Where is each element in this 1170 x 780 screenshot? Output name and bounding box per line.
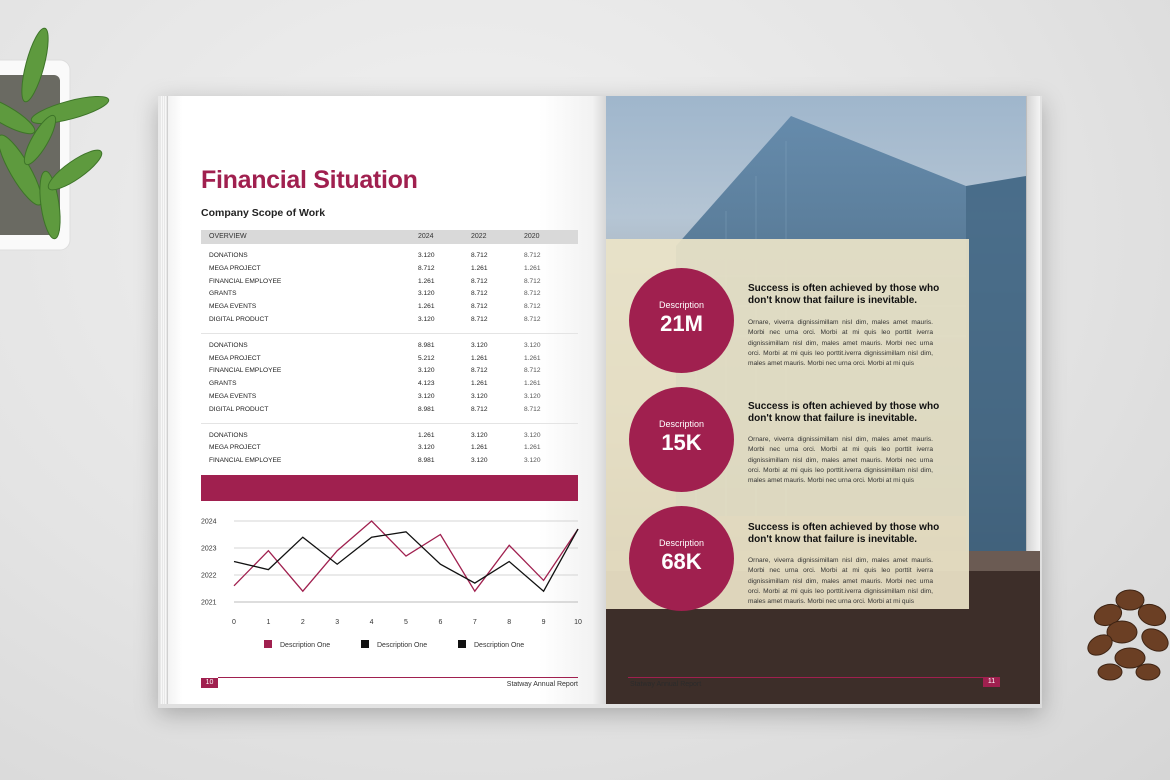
x-tick-label: 8 xyxy=(507,619,512,626)
row-label: GRANTS xyxy=(209,380,237,388)
cell-2022: 3.120 xyxy=(471,431,488,439)
table-row xyxy=(201,276,578,289)
cell-2020: 1.261 xyxy=(524,380,541,388)
cell-2024: 1.261 xyxy=(418,277,435,285)
legend-label: Description One xyxy=(280,642,331,649)
row-label: DONATIONS xyxy=(209,341,248,349)
row-label: GRANTS xyxy=(209,290,237,298)
cell-2022: 8.712 xyxy=(471,315,488,323)
cell-2020: 8.712 xyxy=(524,290,541,298)
cell-2024: 3.120 xyxy=(418,252,435,259)
stat-label: Description xyxy=(658,538,705,548)
cell-2020: 3.120 xyxy=(524,341,541,349)
cell-2020: 1.261 xyxy=(524,444,541,452)
table-header-overview: OVERVIEW xyxy=(209,233,247,240)
series-line xyxy=(234,529,578,591)
cell-2024: 3.120 xyxy=(418,444,435,452)
cell-2024: 8.712 xyxy=(418,264,435,272)
row-label: MEGA EVENTS xyxy=(209,303,257,311)
cell-2024: 3.120 xyxy=(418,290,435,298)
row-label: MEGA PROJECT xyxy=(209,354,261,362)
cell-2024: 3.120 xyxy=(418,392,435,400)
cell-2024: 1.261 xyxy=(418,431,435,439)
stat-value: 15K xyxy=(661,430,702,455)
table-header-2022: 2022 xyxy=(471,233,487,240)
right-footer-label: Statway Annual Report xyxy=(630,681,702,688)
table-header-2024: 2024 xyxy=(418,233,434,240)
stat-label: Description xyxy=(658,300,705,310)
x-tick-label: 10 xyxy=(574,619,582,626)
y-tick-label: 2023 xyxy=(201,545,217,553)
row-label: DIGITAL PRODUCT xyxy=(209,405,269,413)
row-label: FINANCIAL EMPLOYEE xyxy=(209,277,282,285)
stat-circle xyxy=(629,506,734,611)
stat-label: Description xyxy=(658,419,705,429)
x-axis-ticks xyxy=(232,619,582,626)
table-row xyxy=(201,340,578,353)
cell-2020: 8.712 xyxy=(524,405,541,413)
cell-2024: 8.981 xyxy=(418,457,435,465)
pinecone-icon xyxy=(1070,560,1170,690)
row-label: MEGA EVENTS xyxy=(209,392,257,400)
y-tick-label: 2022 xyxy=(201,572,217,580)
cell-2022: 3.120 xyxy=(471,341,488,349)
left-page-number: 10 xyxy=(201,678,218,688)
cell-2020: 8.712 xyxy=(524,367,541,375)
cell-2022: 8.712 xyxy=(471,290,488,298)
y-tick-label: 2024 xyxy=(201,518,217,526)
cell-2020: 8.712 xyxy=(524,315,541,323)
chart-series xyxy=(234,521,578,591)
chart-grid xyxy=(234,521,578,602)
cell-2024: 8.981 xyxy=(418,405,435,413)
stat-value: 68K xyxy=(661,549,702,574)
table-body xyxy=(201,250,578,468)
cell-2022: 1.261 xyxy=(471,354,488,362)
stat-value: 21M xyxy=(660,311,703,336)
cell-2020: 8.712 xyxy=(524,277,541,285)
footer-rule xyxy=(628,677,983,678)
cell-2024: 8.981 xyxy=(418,341,435,349)
table-row xyxy=(201,301,578,314)
x-tick-label: 6 xyxy=(438,619,443,626)
cell-2020: 1.261 xyxy=(524,264,541,272)
line-chart xyxy=(196,512,586,657)
accent-band xyxy=(201,475,578,501)
stat-heading: Success is often achieved by those who don't know that failure is inevitable. xyxy=(748,401,940,424)
potted-succulent-icon xyxy=(0,20,130,260)
table-divider xyxy=(201,327,578,334)
legend-swatch xyxy=(361,640,369,648)
cell-2020: 3.120 xyxy=(524,431,541,439)
cell-2020: 3.120 xyxy=(524,392,541,400)
table-row xyxy=(201,365,578,378)
cell-2022: 8.712 xyxy=(471,367,488,375)
stat-body: Ornare, viverra dignissimillam nisl dim, males amet mauris. Morbi nec urna orci. Morbi at mi quis leo porttit iverra dignissimillam nisl dim, males amet mauris. Morbi nec urna orci. Morbi at mi quis leo porttit.iverra dignissimillam nisl dim, males amet mauris. Morbi nec urna orci. Morbi at mi quis xyxy=(748,319,933,368)
cell-2022: 1.261 xyxy=(471,264,488,272)
row-label: DIGITAL PRODUCT xyxy=(209,315,269,323)
cell-2020: 8.712 xyxy=(524,252,541,259)
cell-2022: 8.712 xyxy=(471,405,488,413)
table-row xyxy=(201,353,578,366)
x-tick-label: 3 xyxy=(335,619,340,626)
cell-2022: 8.712 xyxy=(471,252,488,259)
stat-body: Ornare, viverra dignissimillam nisl dim, males amet mauris. Morbi nec urna orci. Morbi at mi quis leo porttit iverra dignissimillam nisl dim, males amet mauris. Morbi nec urna orci. Morbi at mi quis leo porttit.iverra dignissimillam nisl dim, males amet mauris. Morbi nec urna orci. Morbi at mi quis xyxy=(748,436,933,485)
table-row xyxy=(201,288,578,301)
table-row xyxy=(201,404,578,417)
y-tick-label: 2021 xyxy=(201,599,217,607)
legend-swatch xyxy=(264,640,272,648)
x-tick-label: 7 xyxy=(472,619,477,626)
cell-2024: 3.120 xyxy=(418,315,435,323)
legend-swatch xyxy=(458,640,466,648)
cell-2022: 1.261 xyxy=(471,444,488,452)
stat-body: Ornare, viverra dignissimillam nisl dim, males amet mauris. Morbi nec urna orci. Morbi at mi quis leo porttit iverra dignissimillam nisl dim, males amet mauris. Morbi nec urna orci. Morbi at mi quis leo porttit.iverra dignissimillam nisl dim, males amet mauris. Morbi nec urna orci. Morbi at mi quis xyxy=(748,557,933,606)
y-axis-ticks xyxy=(201,519,217,607)
legend-label: Description One xyxy=(474,642,525,649)
table-row xyxy=(201,455,578,468)
cell-2022: 3.120 xyxy=(471,392,488,400)
cell-2024: 3.120 xyxy=(418,367,435,375)
x-tick-label: 4 xyxy=(369,619,374,626)
cell-2020: 3.120 xyxy=(524,457,541,465)
row-label: DONATIONS xyxy=(209,252,248,259)
table-divider xyxy=(201,417,578,424)
table-row xyxy=(201,250,578,263)
left-footer-label: Statway Annual Report xyxy=(506,681,578,688)
legend-label: Description One xyxy=(377,642,428,649)
row-label: FINANCIAL EMPLOYEE xyxy=(209,457,282,465)
cell-2024: 4.123 xyxy=(418,380,435,388)
page-subtitle: Company Scope of Work xyxy=(201,207,326,219)
page-title: Financial Situation xyxy=(201,166,418,194)
cell-2020: 1.261 xyxy=(524,354,541,362)
table-row xyxy=(201,391,578,404)
x-tick-label: 2 xyxy=(300,619,305,626)
table-row xyxy=(201,430,578,443)
x-tick-label: 0 xyxy=(232,619,236,626)
row-label: MEGA PROJECT xyxy=(209,264,261,272)
x-tick-label: 9 xyxy=(541,619,546,626)
table-row xyxy=(201,263,578,276)
table-header xyxy=(201,230,578,244)
table-row xyxy=(201,378,578,391)
footer-rule xyxy=(218,677,578,678)
row-label: DONATIONS xyxy=(209,431,248,439)
table-row xyxy=(201,442,578,455)
cell-2022: 8.712 xyxy=(471,303,488,311)
cell-2024: 5.212 xyxy=(418,354,435,362)
row-label: MEGA PROJECT xyxy=(209,444,261,452)
x-tick-label: 5 xyxy=(404,619,408,626)
page-edge xyxy=(160,96,168,704)
table-header-2020: 2020 xyxy=(524,233,540,240)
cell-2022: 1.261 xyxy=(471,380,488,388)
stat-heading: Success is often achieved by those who don't know that failure is inevitable. xyxy=(748,522,940,545)
chart-legend xyxy=(264,640,524,649)
cell-2020: 8.712 xyxy=(524,303,541,311)
stat-heading: Success is often achieved by those who don't know that failure is inevitable. xyxy=(748,283,940,306)
row-label: FINANCIAL EMPLOYEE xyxy=(209,367,282,375)
table-row xyxy=(201,314,578,327)
stat-circle xyxy=(629,387,734,492)
stat-circle xyxy=(629,268,734,373)
cell-2022: 3.120 xyxy=(471,457,488,465)
x-tick-label: 1 xyxy=(266,619,271,626)
cell-2024: 1.261 xyxy=(418,303,435,311)
right-page-number: 11 xyxy=(983,677,1000,687)
cell-2022: 8.712 xyxy=(471,277,488,285)
